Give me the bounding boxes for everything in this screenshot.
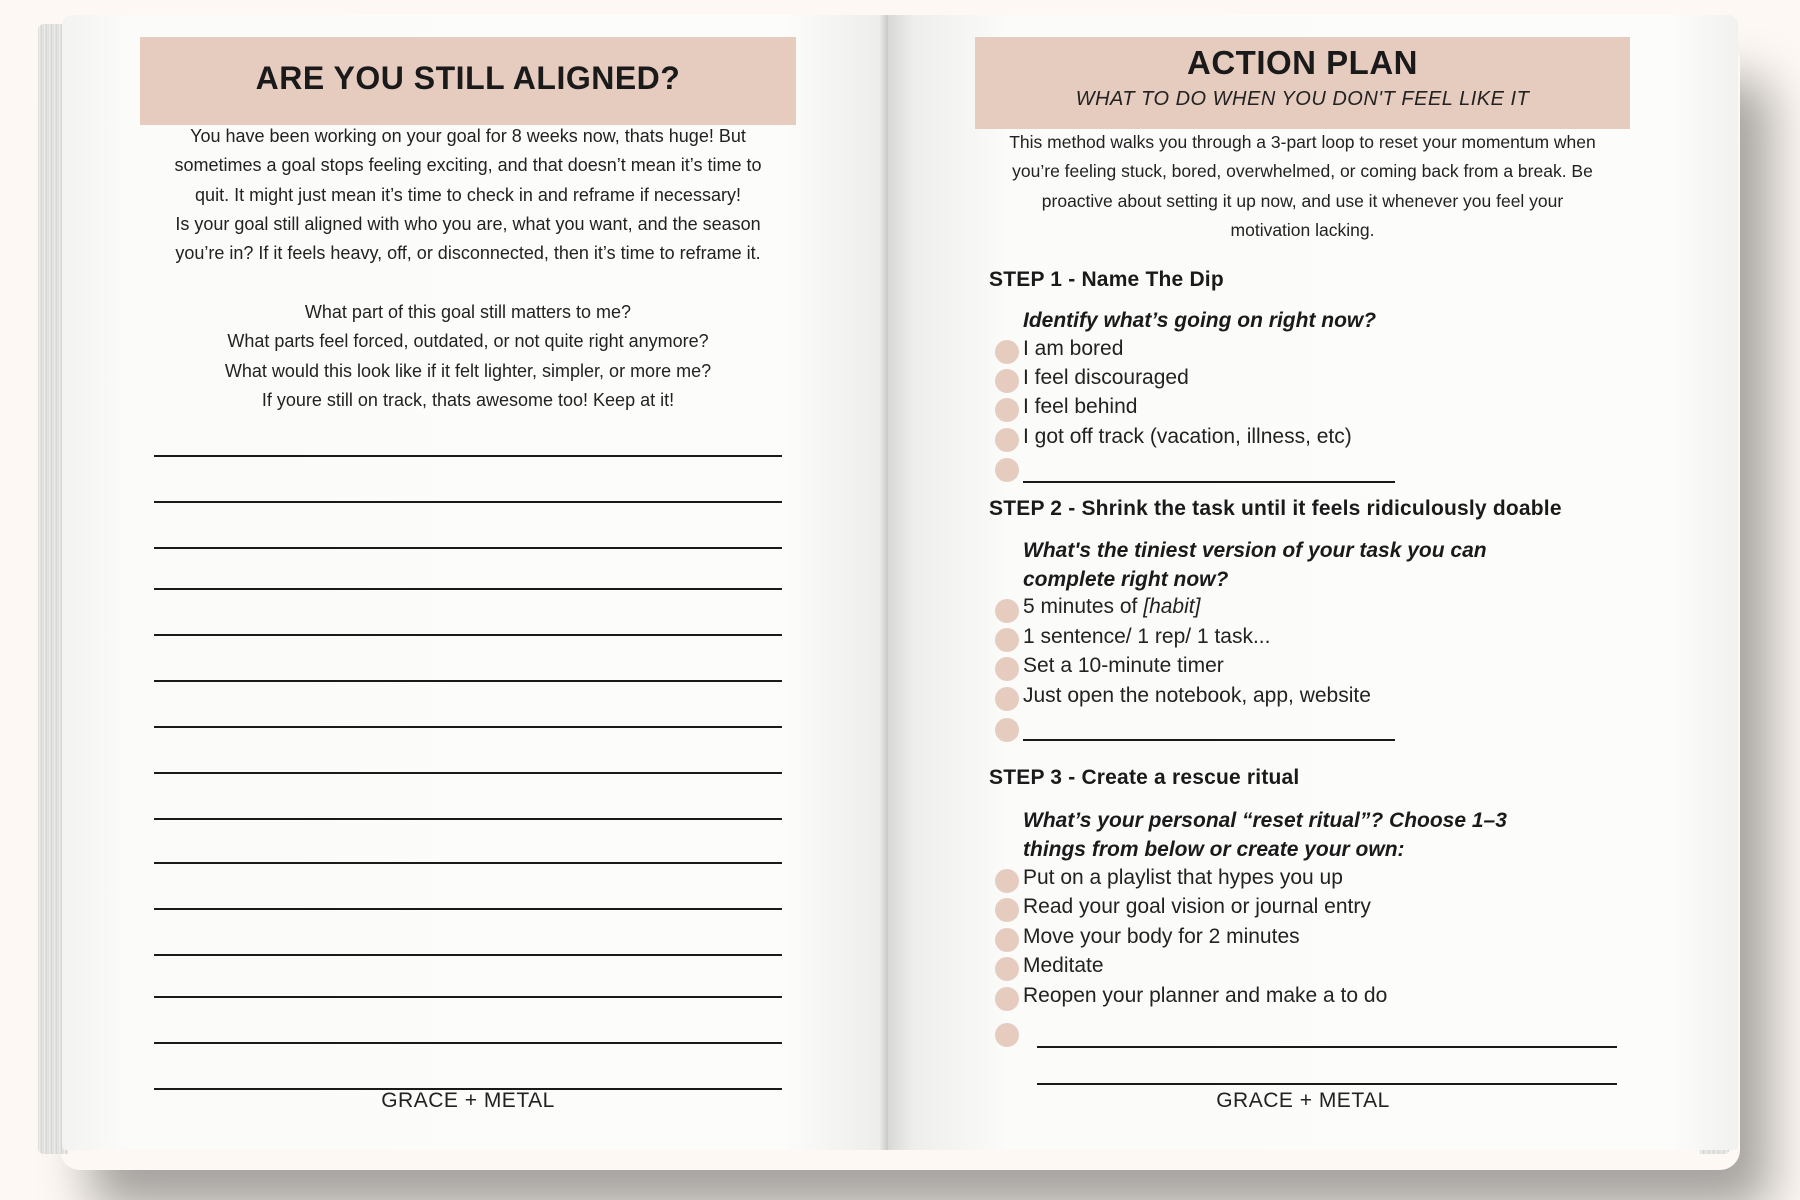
checkbox-circle[interactable]	[995, 987, 1019, 1011]
step-2-blank-line[interactable]	[1023, 739, 1395, 741]
body-line: you’re in? If it feels heavy, off, or disconnected, then it’s time to reframe it.	[175, 243, 761, 264]
checkbox-circle[interactable]	[995, 718, 1019, 742]
writing-line	[154, 634, 782, 636]
left-page-title: ARE YOU STILL ALIGNED?	[255, 60, 681, 96]
question-line: What part of this goal still matters to me?	[304, 302, 632, 322]
left-reflection-questions	[140, 298, 796, 415]
writing-line	[154, 680, 782, 682]
writing-line	[154, 455, 782, 457]
question-line: If youre still on track, thats awesome too! Keep at it!	[261, 389, 675, 410]
step-3-question	[1023, 806, 1623, 864]
checkbox-circle[interactable]	[995, 398, 1019, 422]
body-line: Is your goal still aligned with who you are, what you want, and the season	[175, 213, 761, 234]
step-1-option: I am bored	[1023, 337, 1124, 360]
writing-line	[154, 547, 782, 549]
checkbox-circle[interactable]	[995, 898, 1019, 922]
step-1-question: Identify what’s going on right now?	[1023, 309, 1377, 332]
checkbox-circle[interactable]	[995, 458, 1019, 482]
body-line: sometimes a goal stops feeling exciting, and that doesn’t mean it’s time to	[174, 155, 762, 176]
writing-line	[154, 996, 782, 998]
step-3-heading: STEP 3 - Create a rescue ritual	[989, 766, 1300, 789]
checkbox-circle[interactable]	[995, 599, 1019, 623]
writing-line	[154, 501, 782, 503]
writing-line	[154, 772, 782, 774]
intro-line: motivation lacking.	[1230, 219, 1375, 240]
step-1-blank-line[interactable]	[1023, 481, 1395, 483]
step-3-blank-line[interactable]	[1037, 1083, 1617, 1085]
checkbox-circle[interactable]	[995, 957, 1019, 981]
step-3-option: Reopen your planner and make a to do	[1023, 984, 1388, 1007]
checkbox-circle[interactable]	[995, 1023, 1019, 1047]
step-1-option: I feel behind	[1023, 395, 1138, 418]
checkbox-circle[interactable]	[995, 369, 1019, 393]
writing-line	[154, 954, 782, 956]
right-footer: GRACE + METAL	[1216, 1089, 1390, 1112]
step-3-option: Read your goal vision or journal entry	[1023, 895, 1371, 918]
step-2-question	[1023, 536, 1623, 594]
writing-line	[154, 908, 782, 910]
writing-line	[154, 726, 782, 728]
intro-line: you’re feeling stuck, bored, overwhelmed, or coming back from a break. Be	[1012, 161, 1593, 182]
option-text: 5 minutes of	[1023, 595, 1144, 618]
writing-line	[154, 588, 782, 590]
checkbox-circle[interactable]	[995, 628, 1019, 652]
checkbox-circle[interactable]	[995, 928, 1019, 952]
question-line: What's the tiniest version of your task you can	[1023, 539, 1487, 562]
intro-line: This method walks you through a 3-part loop to reset your momentum when	[1009, 132, 1596, 152]
step-2-option: 1 sentence/ 1 rep/ 1 task...	[1023, 625, 1271, 648]
right-page-title: ACTION PLAN	[1187, 44, 1418, 81]
question-line: What’s your personal “reset ritual”? Choose 1–3	[1023, 809, 1507, 832]
step-3-blank-line[interactable]	[1037, 1046, 1617, 1048]
step-2-option: Just open the notebook, app, website	[1023, 684, 1371, 707]
step-1-option: I got off track (vacation, illness, etc)	[1023, 425, 1352, 448]
checkbox-circle[interactable]	[995, 340, 1019, 364]
checkbox-circle[interactable]	[995, 687, 1019, 711]
question-line: things from below or create your own:	[1023, 838, 1405, 861]
step-1-heading: STEP 1 - Name The Dip	[989, 268, 1224, 291]
step-2-option: Set a 10-minute timer	[1023, 654, 1224, 677]
question-line: What parts feel forced, outdated, or not quite right anymore?	[227, 331, 709, 352]
step-2-option	[1023, 595, 1200, 619]
intro-line: proactive about setting it up now, and use it whenever you feel your	[1041, 190, 1564, 211]
step-3-option: Move your body for 2 minutes	[1023, 925, 1300, 948]
habit-placeholder: [habit]	[1143, 595, 1201, 618]
left-body-text	[140, 122, 796, 268]
question-line: complete right now?	[1023, 568, 1229, 591]
checkbox-circle[interactable]	[995, 428, 1019, 452]
left-footer: GRACE + METAL	[381, 1089, 555, 1112]
right-page-subtitle: WHAT TO DO WHEN YOU DON'T FEEL LIKE IT	[1075, 88, 1530, 110]
step-2-heading: STEP 2 - Shrink the task until it feels ridiculously doable	[989, 497, 1562, 520]
body-line: quit. It might just mean it’s time to check in and reframe if necessary!	[195, 184, 741, 205]
writing-line	[154, 862, 782, 864]
checkbox-circle[interactable]	[995, 657, 1019, 681]
writing-line	[154, 1042, 782, 1044]
step-3-option: Meditate	[1023, 954, 1104, 977]
step-3-option: Put on a playlist that hypes you up	[1023, 866, 1343, 889]
step-1-option: I feel discouraged	[1023, 366, 1189, 389]
question-line: What would this look like if it felt lighter, simpler, or more me?	[224, 360, 712, 381]
writing-line	[154, 818, 782, 820]
checkbox-circle[interactable]	[995, 869, 1019, 893]
body-line: You have been working on your goal for 8 weeks now, thats huge! But	[190, 126, 746, 146]
right-intro-text	[965, 128, 1640, 245]
